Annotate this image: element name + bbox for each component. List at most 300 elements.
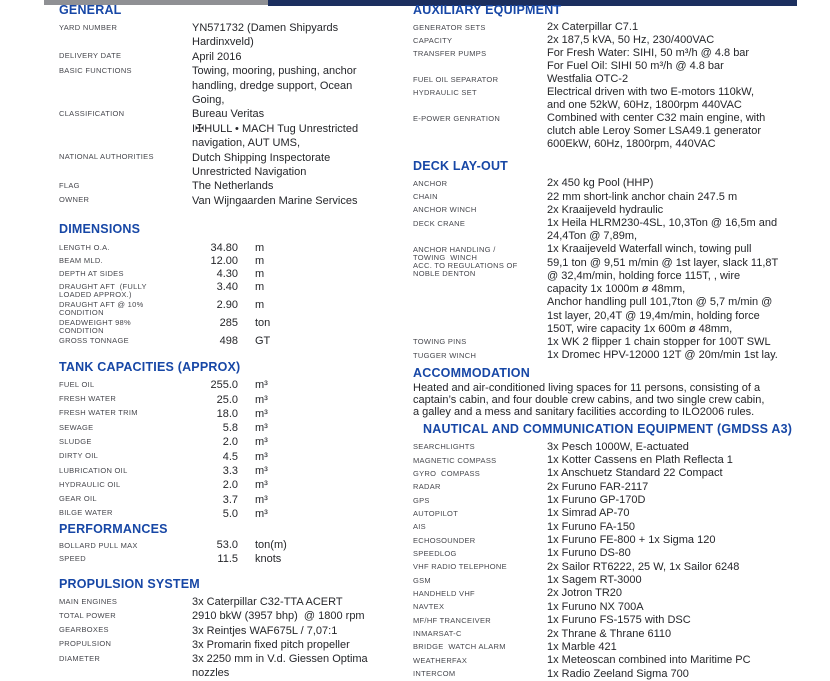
spec-label-block — [413, 467, 547, 478]
spec-label: ANCHOR — [413, 178, 448, 188]
spec-label-block — [413, 441, 547, 452]
spec-value-block — [547, 34, 825, 47]
spec-value: 2910 bkW (3957 bhp) @ 1800 rpm — [192, 610, 365, 623]
spec-row — [413, 454, 825, 467]
spec-row — [59, 378, 405, 392]
spec-label: NAVTEX — [413, 602, 445, 612]
spec-label: DECK CRANE — [413, 218, 466, 228]
spec-value-block — [192, 107, 405, 150]
spec-column-right — [413, 0, 825, 681]
spec-value-block — [547, 73, 825, 86]
spec-label-block — [413, 34, 547, 45]
spec-row — [59, 281, 405, 299]
section-deck — [413, 159, 825, 362]
spec-row — [59, 624, 405, 638]
spec-row — [59, 299, 405, 317]
spec-value-block — [547, 204, 825, 217]
spec-value-unit: m — [255, 299, 265, 312]
spec-value-block — [547, 467, 825, 480]
spec-label: MF/HF TRANCEIVER — [413, 615, 491, 625]
spec-value: 3x 2250 mm in V.d. Giessen Optima — [192, 653, 368, 666]
spec-value: 1x Furuno FA-150 — [547, 520, 636, 533]
spec-label: NATIONAL AUTHORITIES — [59, 152, 154, 162]
spec-label-block — [413, 641, 547, 652]
spec-row — [59, 539, 405, 553]
spec-value: 2x Sailor RT6222, 25 W, 1x Sailor 6248 — [547, 560, 740, 573]
spec-label: WEATHERFAX — [413, 655, 468, 665]
spec-value-unit: ton — [255, 317, 271, 330]
spec-label-block — [59, 539, 192, 550]
spec-value-number: 255.0 — [210, 379, 238, 392]
spec-label: SEWAGE — [59, 422, 94, 432]
spec-value: Combined with center C32 main engine, with — [547, 112, 766, 125]
spec-value-unit: m³ — [255, 479, 268, 492]
spec-label-block — [413, 21, 547, 32]
spec-row — [59, 652, 405, 680]
spec-row — [59, 638, 405, 652]
section-title-propulsion: PROPULSION SYSTEM — [59, 577, 200, 592]
spec-value-block — [547, 507, 825, 520]
spec-value: 59,1 ton @ 9,51 m/min @ 1st layer, slack 11,8T — [547, 256, 779, 269]
spec-value: 1x Furuno DS-80 — [547, 547, 631, 560]
spec-value-block — [192, 595, 405, 609]
spec-value: Going, — [192, 94, 225, 107]
spec-row — [413, 47, 825, 73]
spec-row — [59, 421, 405, 435]
spec-row — [413, 217, 825, 243]
spec-value-block — [547, 561, 825, 574]
spec-row — [413, 654, 825, 667]
spec-value-number: 18.0 — [216, 407, 238, 420]
spec-label: BEAM MLD. — [59, 256, 103, 266]
spec-row — [59, 107, 405, 150]
spec-row — [59, 450, 405, 464]
spec-label-block — [59, 107, 192, 118]
spec-row — [413, 574, 825, 587]
spec-value-number: 12.00 — [210, 255, 238, 268]
spec-label-block — [413, 574, 547, 585]
spec-row — [413, 112, 825, 151]
spec-value: handling, dredge support, Ocean — [192, 79, 353, 92]
section-general — [59, 3, 405, 208]
spec-label: GYRO COMPASS — [413, 468, 481, 478]
spec-row — [413, 547, 825, 560]
spec-value-unit: m³ — [255, 493, 268, 506]
spec-value-block — [547, 654, 825, 667]
spec-label-block — [413, 191, 547, 202]
spec-label: CONDITION — [59, 308, 104, 318]
spec-row — [59, 595, 405, 609]
spec-value-number: 2.0 — [222, 436, 238, 449]
spec-label-block — [59, 194, 192, 205]
spec-label-block — [59, 609, 192, 620]
spec-value-number: 498 — [219, 335, 238, 348]
spec-value: 3x Caterpillar C32-TTA ACERT — [192, 596, 343, 609]
paragraph — [413, 383, 825, 418]
spec-label: FRESH WATER — [59, 394, 117, 404]
spec-label: HYDRAULIC OIL — [59, 479, 121, 489]
spec-label-block — [413, 217, 547, 228]
spec-value-unit: m³ — [255, 465, 268, 478]
spec-value-unit: m — [255, 281, 265, 294]
section-title-nautical: NAUTICAL AND COMMUNICATION EQUIPMENT (GMDSS A3) — [423, 421, 793, 436]
spec-label-block — [413, 454, 547, 465]
spec-value-number: 285 — [219, 317, 238, 330]
spec-value-unit: m³ — [255, 507, 268, 520]
spec-value-unit: m³ — [255, 436, 268, 449]
spec-value: 2x Caterpillar C7.1 — [547, 21, 639, 33]
spec-label: NOBLE DENTON — [413, 268, 476, 278]
spec-label-block — [413, 47, 547, 58]
spec-value-block — [192, 64, 405, 107]
spec-value: @ 32,4m/min, holding force 115T, , wire — [547, 269, 741, 282]
spec-value-block — [547, 494, 825, 507]
spec-row — [413, 534, 825, 547]
spec-label-block — [59, 64, 192, 75]
spec-row — [59, 393, 405, 407]
spec-value: 2x Kraaijeveld hydraulic — [547, 203, 664, 216]
section-title-general: GENERAL — [59, 3, 122, 17]
spec-value-number: 3.3 — [222, 465, 238, 478]
spec-label-block — [59, 378, 192, 389]
spec-value-unit: m — [255, 255, 265, 268]
spec-value-number: 2.90 — [216, 299, 238, 312]
spec-label-block — [413, 481, 547, 492]
spec-value-number: 25.0 — [216, 393, 238, 406]
spec-label: GROSS TONNAGE — [59, 336, 129, 346]
spec-value-number: 34.80 — [210, 242, 238, 255]
spec-label: ACC. TO REGULATIONS OF — [413, 260, 518, 270]
spec-row — [59, 435, 405, 449]
spec-value-number: 5.0 — [222, 507, 238, 520]
spec-label: TOTAL POWER — [59, 610, 116, 620]
spec-row — [59, 50, 405, 64]
spec-label-block — [413, 507, 547, 518]
spec-row — [413, 481, 825, 494]
spec-label: E-POWER GENRATION — [413, 113, 501, 123]
spec-value-block — [192, 652, 405, 680]
section-propulsion — [59, 577, 405, 680]
spec-value-number: 3.40 — [216, 281, 238, 294]
spec-label: GEAR OIL — [59, 494, 97, 504]
spec-row — [59, 64, 405, 107]
spec-value: For Fresh Water: SIHI, 50 m³/h @ 4.8 bar — [547, 47, 750, 60]
spec-value: Hardinxveld) — [192, 36, 254, 49]
spec-label: TUGGER WINCH — [413, 350, 477, 360]
spec-value-number: 2.0 — [222, 479, 238, 492]
spec-label: AIS — [413, 522, 426, 532]
spec-label-block — [413, 243, 547, 278]
spec-value-block — [547, 243, 825, 335]
spec-value: Electrical driven with two E-motors 110kW, — [547, 86, 755, 99]
spec-label-block — [59, 595, 192, 606]
spec-label-block — [413, 587, 547, 598]
spec-label-block — [59, 638, 192, 649]
spec-value: 1x Heila HLRM230-4SL, 10,3Ton @ 16,5m and — [547, 217, 778, 230]
spec-value: 150T, wire capacity 1x 600m ø 48mm, — [547, 322, 733, 335]
spec-value-block — [192, 179, 405, 193]
spec-label-block — [59, 624, 192, 635]
spec-label-block — [59, 268, 192, 278]
spec-value: 1x Furuno NX 700A — [547, 600, 644, 613]
spec-row — [413, 587, 825, 600]
spec-value: 3x Reintjes WAF675L / 7,07:1 — [192, 624, 338, 637]
spec-value-number: 3.7 — [222, 493, 238, 506]
spec-label: BRIDGE WATCH ALARM — [413, 642, 506, 652]
spec-value-block — [547, 574, 825, 587]
spec-value-block — [192, 624, 405, 638]
spec-value-unit: ton(m) — [255, 539, 287, 552]
spec-label-block — [413, 601, 547, 612]
spec-label: MAIN ENGINES — [59, 596, 118, 606]
section-tanks — [59, 360, 405, 521]
spec-row — [59, 407, 405, 421]
spec-row — [413, 349, 825, 362]
spec-value: 1x Simrad AP-70 — [547, 507, 630, 520]
spec-column-left — [59, 0, 405, 680]
spec-value: I✠HULL • MACH Tug Unrestricted — [192, 122, 359, 135]
spec-label: BOLLARD PULL MAX — [59, 540, 138, 550]
paragraph-line: a galley and a mess and sanitary facilities according to ILO2006 rules. — [413, 405, 755, 418]
spec-value: For Fuel Oil: SIHI 50 m³/h @ 4.8 bar — [547, 60, 724, 73]
spec-label: LOADED APPROX.) — [59, 290, 132, 300]
spec-row — [413, 204, 825, 217]
spec-label: GENERATOR SETS — [413, 22, 486, 32]
spec-value: Bureau Veritas — [192, 108, 265, 121]
spec-value: April 2016 — [192, 50, 242, 63]
spec-row — [59, 317, 405, 335]
spec-label-block — [59, 507, 192, 518]
spec-value: Dutch Shipping Inspectorate — [192, 151, 331, 164]
spec-label-block — [413, 628, 547, 639]
spec-value-number: 5.8 — [222, 422, 238, 435]
spec-value-block — [547, 521, 825, 534]
spec-row — [59, 553, 405, 567]
spec-label: TOWING PINS — [413, 337, 467, 347]
spec-value: 1x Kraaijeveld Waterfall winch, towing pull — [547, 243, 752, 256]
spec-label-block — [59, 335, 192, 345]
section-title-dimensions: DIMENSIONS — [59, 222, 141, 237]
spec-row — [59, 242, 405, 255]
spec-label: DELIVERY DATE — [59, 51, 122, 61]
spec-label: TOWING WINCH — [413, 252, 478, 262]
spec-label: GSM — [413, 575, 431, 585]
spec-value-block — [547, 614, 825, 627]
spec-label: BASIC FUNCTIONS — [59, 65, 132, 75]
spec-label-block — [413, 73, 547, 84]
spec-label: FRESH WATER TRIM — [59, 408, 138, 418]
spec-value: 1x Meteoscan combined into Maritime PC — [547, 654, 751, 667]
spec-label: FUEL OIL SEPARATOR — [413, 74, 499, 84]
spec-label-block — [59, 393, 192, 404]
spec-label-block — [413, 112, 547, 123]
section-title-accommodation: ACCOMMODATION — [413, 366, 530, 381]
spec-value: Towing, mooring, pushing, anchor — [192, 65, 357, 78]
spec-row — [413, 86, 825, 112]
spec-label-block — [59, 450, 192, 461]
spec-value-unit: GT — [255, 335, 271, 348]
spec-label-block — [413, 668, 547, 679]
spec-value: 1x Radio Zeeland Sigma 700 — [547, 667, 689, 680]
section-title-deck: DECK LAY-OUT — [413, 159, 509, 174]
spec-value: 1x Kotter Cassens en Plath Reflecta 1 — [547, 454, 733, 467]
spec-value: Unrestricted Navigation — [192, 166, 307, 179]
spec-value: clutch able Leroy Somer LSA49.1 generator — [547, 125, 762, 138]
spec-value-block — [547, 336, 825, 349]
spec-value-block — [547, 628, 825, 641]
spec-label: LENGTH O.A. — [59, 243, 110, 253]
spec-value: 2x 450 kg Pool (HHP) — [547, 177, 654, 190]
spec-label-block — [59, 255, 192, 265]
spec-value: 2x 187,5 kVA, 50 Hz, 230/400VAC — [547, 34, 715, 47]
spec-row — [413, 73, 825, 86]
section-title-auxiliary: AUXILIARY EQUIPMENT — [413, 3, 562, 17]
spec-value-block — [547, 47, 825, 73]
spec-label-block — [59, 493, 192, 504]
spec-label-block — [59, 179, 192, 190]
spec-row — [413, 614, 825, 627]
spec-label-block — [413, 561, 547, 572]
spec-label: HANDHELD VHF — [413, 588, 475, 598]
spec-value-unit: m³ — [255, 393, 268, 406]
spec-row — [59, 493, 405, 507]
spec-label: FUEL OIL — [59, 379, 95, 389]
spec-value-block — [547, 441, 825, 454]
spec-value-unit: m — [255, 268, 265, 281]
spec-label: SPEEDLOG — [413, 548, 457, 558]
spec-label: CAPACITY — [413, 35, 453, 45]
spec-value-number: 53.0 — [216, 539, 238, 552]
spec-label: INMARSAT-C — [413, 629, 462, 639]
spec-label-block — [413, 204, 547, 215]
spec-value-unit: m³ — [255, 379, 268, 392]
spec-value-unit: knots — [255, 552, 282, 565]
spec-row — [413, 177, 825, 190]
spec-value-block — [547, 349, 825, 362]
spec-label-block — [59, 407, 192, 418]
spec-label-block — [59, 50, 192, 61]
spec-value-block — [192, 638, 405, 652]
spec-value: 1x Furuno FS-1575 with DSC — [547, 614, 691, 627]
spec-value-block — [547, 481, 825, 494]
spec-label-block — [413, 86, 547, 97]
spec-row — [413, 21, 825, 34]
spec-label: ANCHOR WINCH — [413, 205, 477, 215]
spec-value-block — [547, 191, 825, 204]
spec-label: SLUDGE — [59, 436, 92, 446]
spec-value: 1x Anschuetz Standard 22 Compact — [547, 467, 723, 480]
spec-value: 2x Thrane & Thrane 6110 — [547, 627, 672, 640]
spec-value: and one 52kW, 60Hz, 1800rpm 440VAC — [547, 99, 742, 112]
spec-value-block — [547, 601, 825, 614]
spec-label-block — [59, 478, 192, 489]
spec-value-unit: m³ — [255, 407, 268, 420]
spec-label-block — [59, 317, 192, 335]
spec-row — [413, 243, 825, 335]
spec-row — [59, 194, 405, 208]
spec-row — [413, 601, 825, 614]
spec-label: CONDITION — [59, 326, 104, 336]
spec-value-block — [547, 668, 825, 681]
spec-label: GEARBOXES — [59, 625, 109, 635]
spec-label: DRAUGHT AFT @ 10% — [59, 300, 144, 310]
spec-label-block — [59, 553, 192, 564]
spec-label: GPS — [413, 495, 430, 505]
paragraph-line: Heated and air-conditioned living spaces for 11 persons, consisting of a — [413, 382, 761, 395]
spec-row — [413, 336, 825, 349]
spec-value-block — [192, 50, 405, 64]
spec-row — [413, 641, 825, 654]
spec-value: 1x Dromec HPV-12000 12T @ 20m/min 1st lay. — [547, 349, 778, 362]
paragraph-line: captain’s cabin, and four double crew cabins, and two single crew cabin, — [413, 394, 765, 407]
spec-value-unit: m — [255, 242, 265, 255]
spec-row — [59, 464, 405, 478]
spec-value-block — [547, 86, 825, 112]
section-title-performances: PERFORMANCES — [59, 522, 168, 537]
spec-label: AUTOPILOT — [413, 508, 459, 518]
spec-value-block — [547, 21, 825, 34]
spec-label-block — [413, 534, 547, 545]
spec-label-block — [413, 547, 547, 558]
spec-label-block — [59, 464, 192, 475]
spec-row — [413, 441, 825, 454]
spec-label: CLASSIFICATION — [59, 108, 125, 118]
spec-value: nozzles — [192, 667, 230, 680]
spec-value: 24,4Ton @ 7,89m, — [547, 230, 638, 243]
spec-value: 1st layer, 20,4T @ 19,4m/min, holding force — [547, 309, 760, 322]
spec-row — [413, 467, 825, 480]
spec-row — [413, 34, 825, 47]
spec-value-block — [547, 547, 825, 560]
spec-value-block — [547, 641, 825, 654]
spec-value: 1x Furuno FE-800 + 1x Sigma 120 — [547, 534, 716, 547]
spec-label: OWNER — [59, 195, 90, 205]
spec-label: DIAMETER — [59, 653, 101, 663]
spec-value: capacity 1x 1000m ø 48mm, — [547, 283, 686, 296]
spec-value: Van Wijngaarden Marine Services — [192, 194, 358, 207]
spec-label-block — [59, 421, 192, 432]
spec-label-block — [59, 151, 192, 162]
spec-label: SEARCHLIGHTS — [413, 442, 475, 452]
spec-label: CHAIN — [413, 192, 438, 202]
spec-value: Westfalia OTC-2 — [547, 73, 629, 86]
section-auxiliary — [413, 3, 825, 151]
spec-row — [59, 21, 405, 50]
spec-value: The Netherlands — [192, 180, 274, 193]
spec-label: ANCHOR HANDLING / — [413, 244, 496, 254]
spec-row — [413, 507, 825, 520]
spec-row — [413, 668, 825, 681]
spec-value-number: 11.5 — [217, 552, 238, 565]
spec-row — [413, 191, 825, 204]
spec-label: BILGE WATER — [59, 508, 113, 518]
spec-label-block — [59, 652, 192, 663]
spec-label: ECHOSOUNDER — [413, 535, 476, 545]
spec-row — [59, 268, 405, 281]
spec-value-number: 4.30 — [216, 268, 238, 281]
spec-label-block — [413, 654, 547, 665]
spec-row — [413, 628, 825, 641]
spec-value: 3x Pesch 1000W, E-actuated — [547, 440, 689, 453]
spec-row — [59, 179, 405, 193]
spec-value: Anchor handling pull 101,7ton @ 5,7 m/min @ — [547, 296, 773, 309]
section-performances — [59, 522, 405, 566]
spec-label-block — [59, 242, 192, 252]
spec-row — [413, 561, 825, 574]
spec-label: HYDRAULIC SET — [413, 87, 477, 97]
spec-value-unit: m³ — [255, 450, 268, 463]
spec-label: LUBRICATION OIL — [59, 465, 128, 475]
